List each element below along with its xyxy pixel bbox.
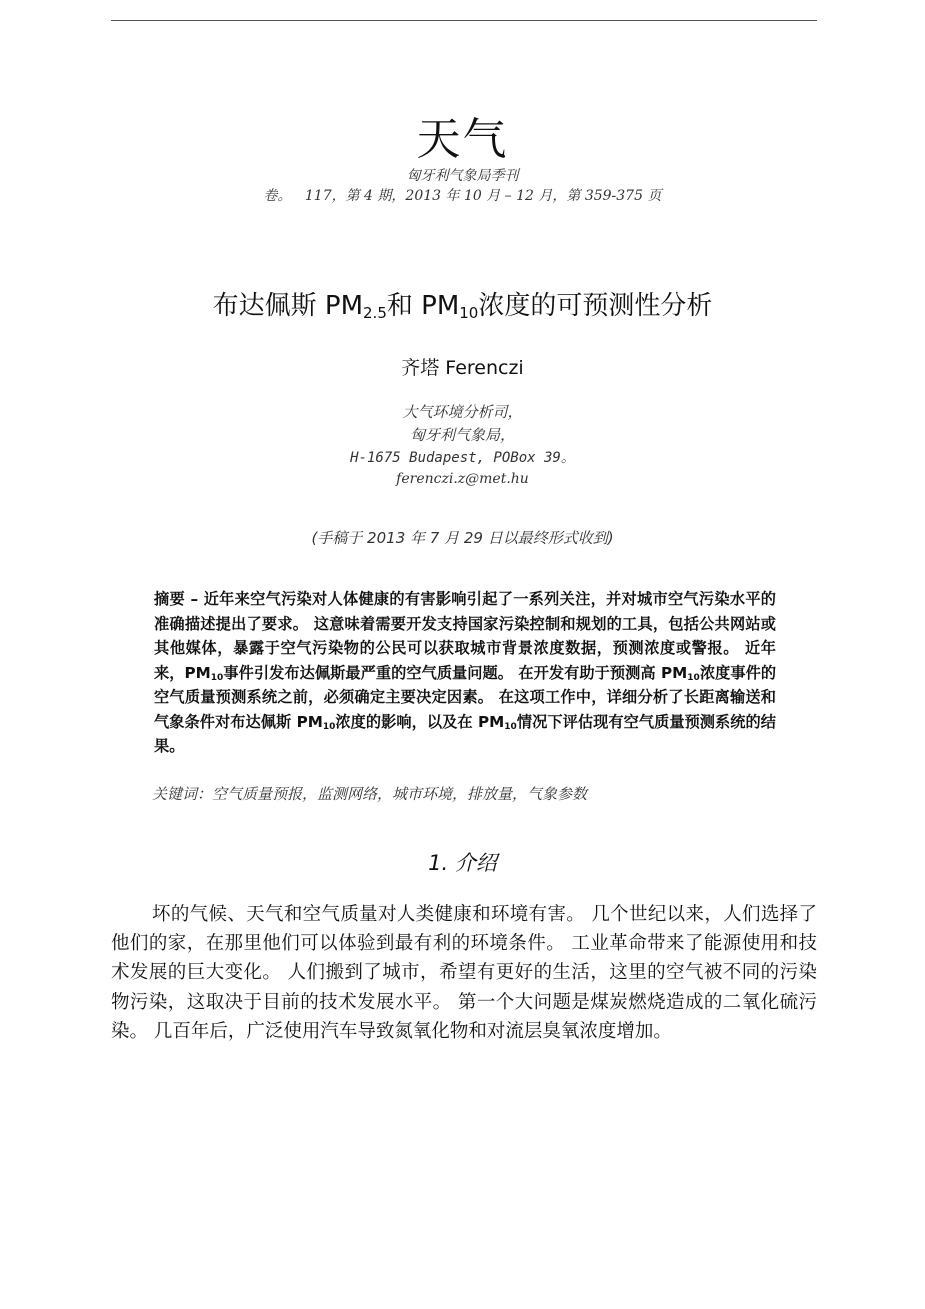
header-rule bbox=[111, 20, 817, 21]
affiliation-department: 大气环境分析司， bbox=[402, 403, 523, 421]
title-subscript: 2.5 bbox=[363, 304, 387, 322]
abstract-text: 浓度的影响，以及在 PM bbox=[335, 712, 505, 731]
title-text: 浓度的可预测性分析 bbox=[478, 291, 713, 321]
abstract-text: 事件引发布达佩斯最严重的空气质量问题。 在开发有助于预测高 PM bbox=[223, 663, 688, 682]
received-note: (手稿于 2013 年 7 月 29 日以最终形式收到) bbox=[311, 529, 614, 547]
abstract-subscript: 10 bbox=[687, 672, 700, 683]
abstract-text: 情况下评估现有空气质量预测系统的结果。 bbox=[154, 712, 776, 755]
abstract-subscript: 10 bbox=[322, 721, 336, 732]
journal-name: 天气 bbox=[416, 114, 509, 165]
affiliation-address: H-1675 Budapest, POBox 39。 bbox=[350, 450, 575, 466]
author-name: 齐塔 Ferenczi bbox=[401, 357, 524, 379]
abstract-text: 浓度事件的空气质量预测系统之前，必须确定主要决定因素。 在这项工作中，详细分析了长距离输送和气象条件对布达佩斯 PM bbox=[154, 663, 777, 731]
abstract-subscript: 10 bbox=[504, 721, 517, 732]
journal-subtitle: 匈牙利气象局季刊 bbox=[406, 168, 519, 184]
title-text: 布达佩斯 PM bbox=[212, 291, 364, 321]
affiliation-organization: 匈牙利气象局， bbox=[409, 426, 515, 444]
keywords: 关键词：空气质量预报，监测网络，城市环境，排放量，气象参数 bbox=[152, 785, 588, 803]
abstract-subscript: 10 bbox=[210, 672, 224, 683]
abstract bbox=[154, 587, 776, 759]
author-email: ferenczi.z@met.hu bbox=[396, 471, 529, 487]
journal-volume-line: 卷。 117，第 4 期，2013 年 10 月 – 12 月，第 359-375 页 bbox=[263, 188, 662, 204]
title-text: 和 PM bbox=[386, 291, 460, 321]
intro-paragraph: 坏的气候、天气和空气质量对人类健康和环境有害。 几个世纪以来，人们选择了他们的家，在那里他们可以体验到最有利的环境条件。 工业革命带来了能源使用和技术发展的巨大变化。 人们搬到了城市，希望有更好的生活，这里的空气被不同的污染物污染，这取决于目前的技术发展水平。 第一个大问题是煤炭燃烧造成的二氧化硫污染。 几百年后，广泛使用汽车导致氮氧化物和对流层臭氧浓度增加。 bbox=[111, 904, 817, 1042]
section-heading: 1. 介绍 bbox=[428, 851, 497, 875]
title-subscript: 10 bbox=[459, 304, 479, 322]
abstract-text: 摘要 – 近年来空气污染对人体健康的有害影响引起了一系列关注，并对城市空气污染水平的准确描述提出了要求。 这意味着需要开发支持国家污染控制和规划的工具，包括公共网站或其他媒体，暴露于空气污染物的公民可以获取城市背景浓度数据，预测浓度或警报。 近年来，PM bbox=[154, 590, 776, 682]
paper-title bbox=[0, 288, 925, 324]
